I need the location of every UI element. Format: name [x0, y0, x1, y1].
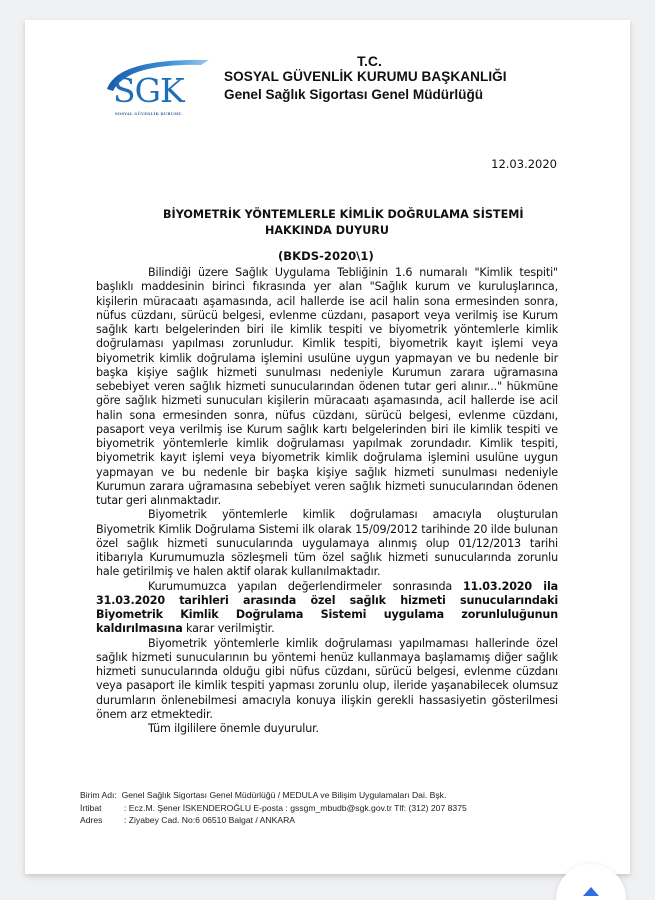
paragraph-3-end: karar verilmiştir.: [186, 622, 275, 636]
paragraph-1: Bilindiği üzere Sağlık Uygulama Tebliğinin 1.6 numaralı "Kimlik tespiti" başlıklı maddesinin birinci fıkrasında yer alan "Sağlık kurum ve kuruluşlarınca, kişilerin müracaatı aşamasında, acil hallerde ise acil halin sona ermesinden sonra, nüfus cüzdanı, sürücü belgesi, evlenme cüzdanı, pasaport veya verilmiş ise Kurum sağlık kartı belgelerinden biri ile kimlik tespiti ve biyometrik yöntemlerle kimlik doğrulaması yapılması zorunludur. Kimlik tespiti, biyometrik kayıt işlemi veya biyometrik kimlik doğrulama işlemini usulüne uygun yapmayan ve bu nedenle bir başka kişiye sağlık hizmeti sunulması nedeniyle Kurumun zarara uğramasına sebebiyet veren sağlık hizmeti sunucularından ödenen tutar geri alınır..." hükmüne göre sağlık hizmeti sunucuları kişilerin müracaatı aşamasında, acil hallerde ise acil halin sona ermesinden sonra, nüfus cüzdanı, sürücü belgesi, evlenme cüzdanı, pasaport veya verilmiş ise Kurum sağlık kartı belgelerinden biri ile kimlik tespiti ve biyometrik yöntemlerle kimlik doğrulaması yapılmak zorundadır. Kimlik tespiti, biyometrik kayıt işlemi veya biyometrik kimlik doğrulama işlemini usulüne uygun yapmayan ve bu nedenle bir başka kişiye sağlık hizmeti sunulması nedeniyle Kurumun zarara uğramasına sebebiyet veren sağlık hizmeti sunucularından ödenen tutar geri alınmaktadır.: [96, 266, 558, 507]
title-line-2: HAKKINDA DUYURU: [265, 224, 389, 237]
logo-subtitle: SOSYAL GÜVENLİK KURUMU: [115, 112, 182, 116]
closing-line: Tüm ilgililere önemle duyurulur.: [148, 722, 319, 735]
paragraph-3-intro: Kurumumuzca yapılan değerlendirmeler sonrasında: [148, 579, 453, 593]
document-date: 12.03.2020: [491, 157, 557, 171]
footer-contact-label: İrtibat: [80, 802, 102, 813]
footer-unit-value: Genel Sağlık Sigortası Genel Müdürlüğü / MEDULA ve Bilişim Uygulamaları Dai. Bşk.: [121, 790, 447, 800]
document-body: [96, 266, 558, 736]
footer-unit: [80, 789, 580, 802]
letterhead-directorate: Genel Sağlık Sigortası Genel Müdürlüğü: [224, 87, 484, 102]
footer-contact-value: : Ecz.M. Şener İSKENDEROĞLU E-posta : gssgm_mbudb@sgk.gov.tr Tlf: (312) 207 8375: [124, 802, 467, 813]
letterhead-tc: T.C.: [357, 53, 382, 69]
paragraph-2: Biyometrik yöntemlerle kimlik doğrulaması amacıyla oluşturulan Biyometrik Kimlik Doğrulama Sistemi ilk olarak 15/09/2012 tarihinde 20 ilde bulunan özel sağlık hizmeti sunucularında uygulamaya alınmış olup 01/12/2013 tarihi itibarıyla Kurumumuzla sözleşmeli tüm özel sağlık hizmeti sunucularında zorunlu hale getirilmiş ve halen aktif olarak kullanılmaktadır.: [96, 508, 558, 579]
sgk-logo: [101, 53, 211, 125]
footer-unit-label: Birim Adı:: [80, 790, 117, 800]
logo-text: SGK: [113, 71, 184, 110]
title-line-1: BİYOMETRİK YÖNTEMLERLE KİMLİK DOĞRULAMA SİSTEMİ: [163, 208, 524, 221]
footer-address-value: : Ziyabey Cad. No:6 06510 Balgat / ANKARA: [124, 815, 296, 825]
document-footer: [80, 789, 580, 827]
paragraph-4: Biyometrik yöntemlerle kimlik doğrulaması yapılmaması hallerinde özel sağlık hizmeti sunucularının bu yöntemi henüz kullanmaya başlamamış diğer sağlık hizmeti sunucularında olduğu gibi nüfus cüzdanı, sürücü belgesi, evlenme cüzdanı veya pasaport ile kimlik tespiti yapması zorunlu olup, ileride yaşanabilecek olumsuz durumların önlenebilmesi amacıyla konuya ilişkin gerekli hassasiyetin gösterilmesi önem arz etmektedir.: [96, 636, 558, 721]
paragraph-3-bold: 11.03.2020 ila 31.03.2020 tarihleri arasında özel sağlık hizmeti sunucularındaki Biyometrik Kimlik Doğrulama Sistemi uygulama zorunluluğunun kaldırılmasına: [96, 579, 558, 636]
document-page: [25, 20, 630, 874]
paragraph-3: [96, 580, 558, 637]
footer-address-label: Adres: [80, 815, 103, 825]
document-reference: (BKDS-2020\1): [278, 249, 374, 263]
footer-contact: [80, 802, 580, 815]
footer-address: [80, 814, 580, 827]
letterhead-institution: SOSYAL GÜVENLİK KURUMU BAŞKANLIĞI: [224, 69, 507, 84]
arrow-up-icon: [583, 887, 599, 896]
